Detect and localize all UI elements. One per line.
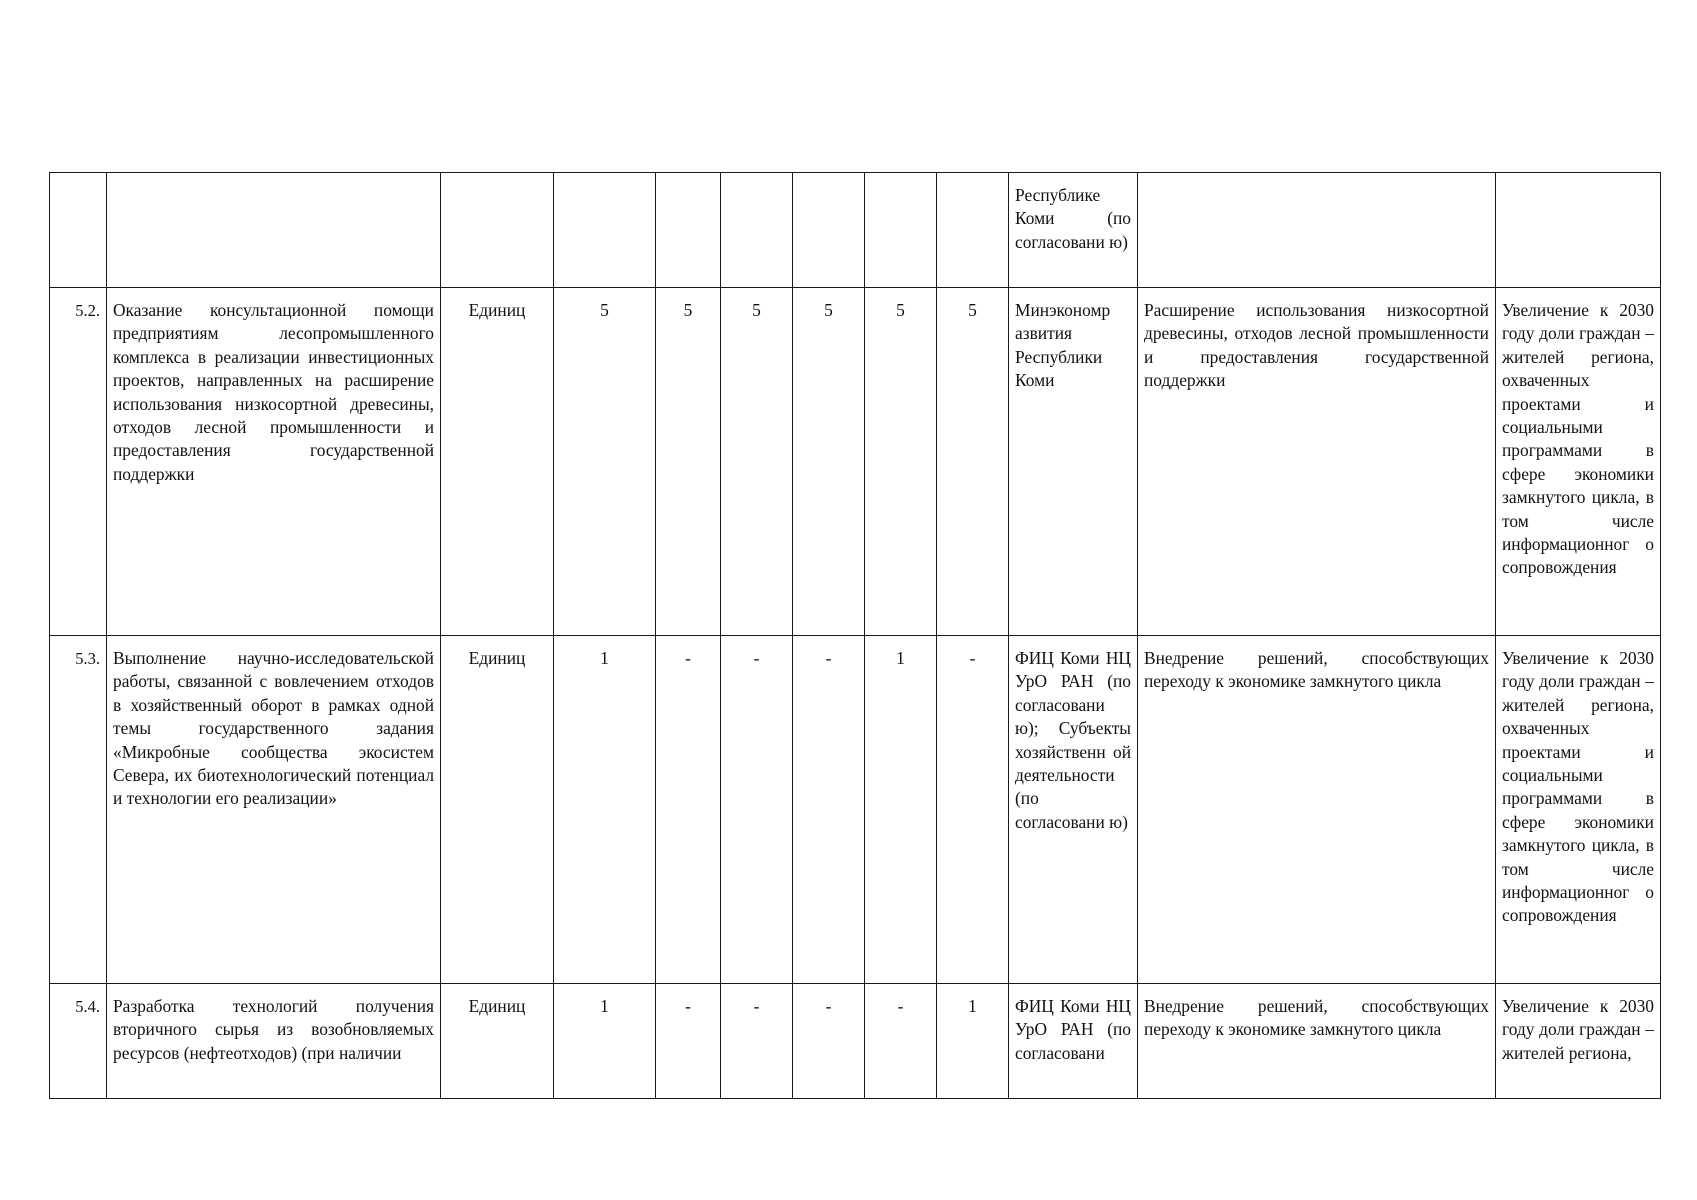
result-cell: Внедрение решений, способствующих переходу к экономике замкнутого цикла (1138, 636, 1496, 984)
measure-description (107, 173, 441, 288)
unit-cell (441, 173, 554, 288)
value-cell: 5 (937, 288, 1009, 636)
row-number: 5.2. (50, 288, 107, 636)
row-number: 5.3. (50, 636, 107, 984)
result-cell: Внедрение решений, способствующих переходу к экономике замкнутого цикла (1138, 984, 1496, 1099)
value-cell (937, 173, 1009, 288)
value-cell: 5 (554, 288, 656, 636)
table-row (50, 288, 1661, 636)
table-row (50, 173, 1661, 288)
value-cell (793, 173, 865, 288)
indicator-cell (1496, 173, 1661, 288)
value-cell: - (656, 984, 721, 1099)
table-row (50, 636, 1661, 984)
value-cell: 5 (721, 288, 793, 636)
unit-cell: Единиц (441, 636, 554, 984)
value-cell: - (793, 984, 865, 1099)
measures-table (49, 172, 1661, 1099)
indicator-cell: Увеличение к 2030 году доли граждан – жителей региона, охваченных проектами и социальными программами в сфере экономики замкнутого цикла, в том числе информационног о сопровождения (1496, 288, 1661, 636)
unit-cell: Единиц (441, 288, 554, 636)
value-cell: - (656, 636, 721, 984)
value-cell: 5 (793, 288, 865, 636)
row-number: 5.4. (50, 984, 107, 1099)
value-cell: - (721, 984, 793, 1099)
table-row (50, 984, 1661, 1099)
value-cell (865, 173, 937, 288)
result-cell: Расширение использования низкосортной древесины, отходов лесной промышленности и предоставления государственной поддержки (1138, 288, 1496, 636)
value-cell: - (793, 636, 865, 984)
value-cell (721, 173, 793, 288)
value-cell: 1 (865, 636, 937, 984)
value-cell: 5 (865, 288, 937, 636)
row-number (50, 173, 107, 288)
measure-description: Выполнение научно-исследовательской работы, связанной с вовлечением отходов в хозяйственный оборот в рамках одной темы государственного задания «Микробные сообщества экосистем Севера, их биотехнологический потенциал и технологии его реализации» (107, 636, 441, 984)
unit-cell: Единиц (441, 984, 554, 1099)
executor-cell: ФИЦ Коми НЦ УрО РАН (по согласовани ю); Субъекты хозяйственн ой деятельности (по согласовани ю) (1009, 636, 1138, 984)
value-cell: - (721, 636, 793, 984)
measure-description: Разработка технологий получения вторичного сырья из возобновляемых ресурсов (нефтеотходов) (при наличии (107, 984, 441, 1099)
value-cell: - (865, 984, 937, 1099)
executor-cell: ФИЦ Коми НЦ УрО РАН (по согласовани (1009, 984, 1138, 1099)
value-cell (554, 173, 656, 288)
executor-cell: Минэкономр азвития Республики Коми (1009, 288, 1138, 636)
value-cell: - (937, 636, 1009, 984)
value-cell: 5 (656, 288, 721, 636)
value-cell: 1 (554, 636, 656, 984)
measure-description: Оказание консультационной помощи предприятиям лесопромышленного комплекса в реализации инвестиционных проектов, направленных на расширение использования низкосортной древесины, отходов лесной промышленности и предоставления государственной поддержки (107, 288, 441, 636)
indicator-cell: Увеличение к 2030 году доли граждан – жителей региона, (1496, 984, 1661, 1099)
value-cell: 1 (937, 984, 1009, 1099)
indicator-cell: Увеличение к 2030 году доли граждан – жителей региона, охваченных проектами и социальными программами в сфере экономики замкнутого цикла, в том числе информационног о сопровождения (1496, 636, 1661, 984)
result-cell (1138, 173, 1496, 288)
executor-cell: Республике Коми (по согласовани ю) (1009, 173, 1138, 288)
value-cell (656, 173, 721, 288)
value-cell: 1 (554, 984, 656, 1099)
